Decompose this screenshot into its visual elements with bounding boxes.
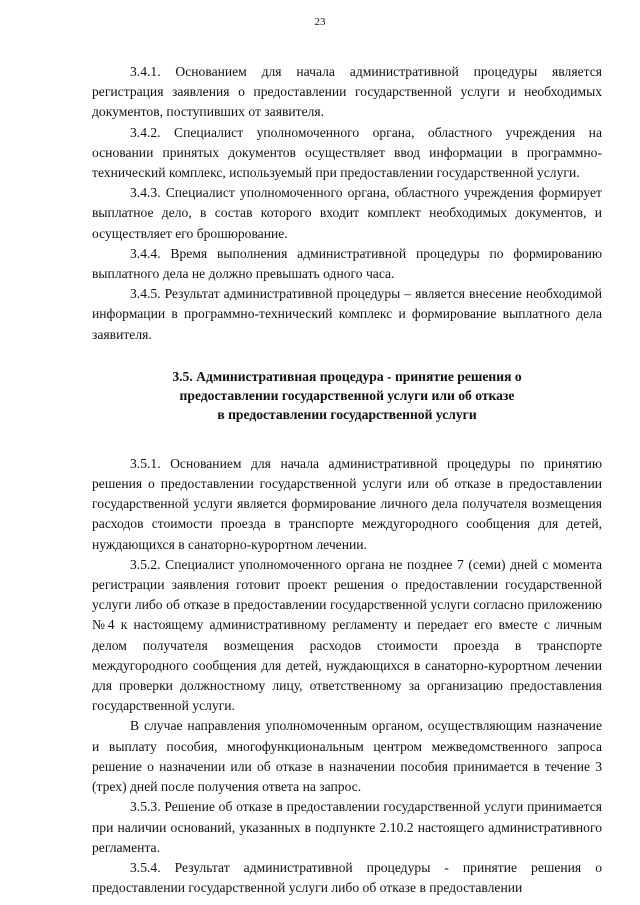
section-heading-line: предоставлении государственной услуги или об отказе — [179, 387, 515, 403]
paragraph-3-5-3: 3.5.3. Решение об отказе в предоставлении государственной услуги принимается при наличии оснований, указанных в подпункте 2.10.2 настоящего административного регламента. — [92, 799, 602, 855]
paragraph-3-4-5: 3.4.5. Результат административной процедуры – является внесение необходимой информации в программно-технический комплекс и формирование выплатного дела заявителя. — [92, 286, 602, 342]
paragraph-3-5-1: 3.5.1. Основанием для начала административной процедуры по принятию решения о предоставлении государственной услуги или об отказе в предоставлении государственной услуги является формирование личного дела получателя возмещения расходов стоимости проезда в транспорте междугородного сообщения для детей, нуждающихся в санаторно-курортном лечении. — [92, 455, 602, 552]
paragraph-3-5-2: 3.5.2. Специалист уполномоченного органа не позднее 7 (семи) дней с момента регистрации заявления готовит проект решения о предоставлении государственной услуги либо об отказе в предоставлении государственной услуги согласно приложению №4 к настоящему административному регламенту и передает его вместе с личным делом получателя возмещения расходов стоимости проезда в транспорте междугородного сообщения для детей, нуждающихся в санаторно-курортном лечении для проверки должностному лицу, ответственному за организацию предоставления государственной услуги. — [92, 556, 602, 714]
page-number: 23 — [314, 16, 326, 28]
document-body — [92, 62, 602, 898]
paragraph-3-5-4: 3.5.4. Результат административной процедуры - принятие решения о предоставлении государственной услуги либо об отказе в предоставлении — [92, 859, 602, 896]
paragraph-3-4-1: 3.4.1. Основанием для начала административной процедуры является регистрация заявления о предоставлении государственной услуги и необходимых документов, поступивших от заявителя. — [92, 64, 602, 120]
section-heading-line: 3.5. Административная процедура - принятие решения о — [172, 368, 522, 384]
paragraph-3-4-3: 3.4.3. Специалист уполномоченного органа, областного учреждения формирует выплатное дело, в состав которого входит комплект необходимых документов, и осуществляет его брошюрование. — [92, 185, 602, 241]
section-heading-3-5 — [92, 367, 602, 424]
paragraph-3-4-2: 3.4.2. Специалист уполномоченного органа, областного учреждения на основании принятых документов осуществляет ввод информации в программно-технический комплекс, используемый при предоставлении государственной услуги. — [92, 124, 602, 181]
section-heading-line: в предоставлении государственной услуги — [217, 406, 477, 422]
paragraph-3-4-4: 3.4.4. Время выполнения административной процедуры по формированию выплатного дела не должно превышать одного часа. — [92, 245, 602, 282]
paragraph-3-5-2-continued: В случае направления уполномоченным органом, осуществляющим назначение и выплату пособия, многофункциональным центром межведомственного запроса решение о назначении или об отказе в назначении пособия принимается в течение 3 (трех) дней после получения ответа на запрос. — [92, 718, 602, 795]
